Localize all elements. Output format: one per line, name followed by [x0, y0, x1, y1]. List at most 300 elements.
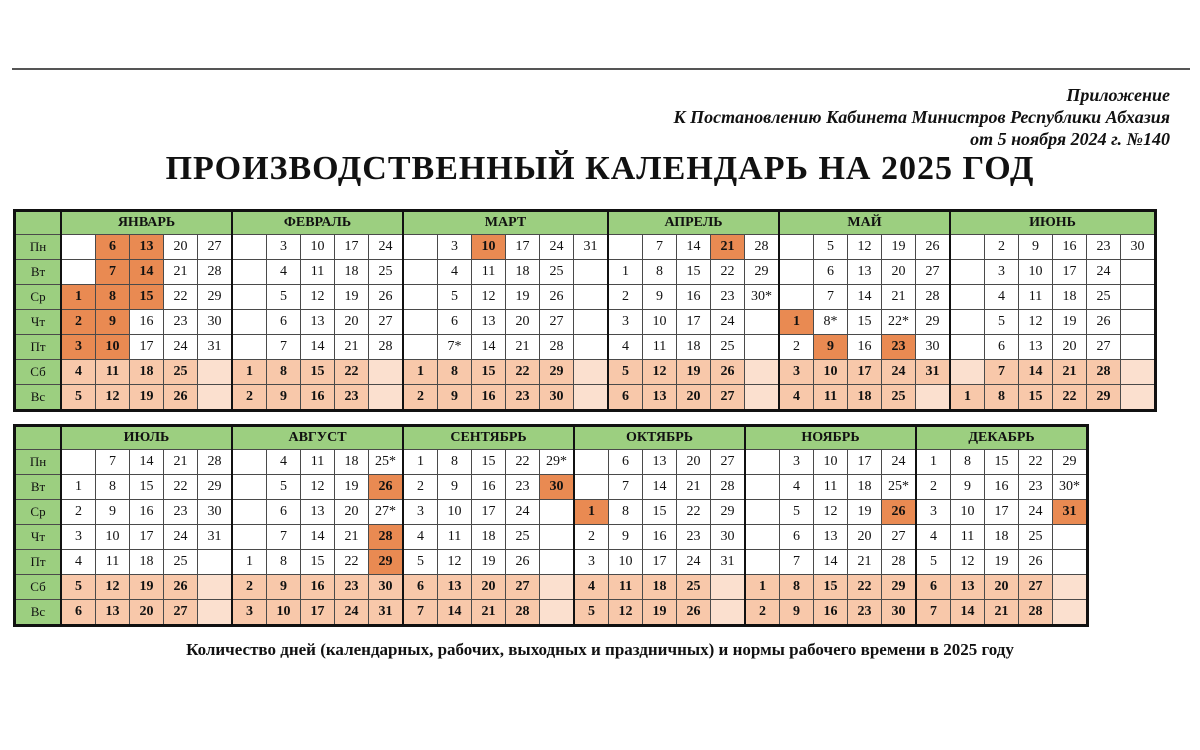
- day-cell: 15: [472, 360, 506, 385]
- day-cell: 14: [951, 600, 985, 626]
- day-cell: 13: [848, 260, 882, 285]
- month-header: ИЮЛЬ: [61, 426, 232, 450]
- day-cell: 26: [882, 500, 917, 525]
- day-cell: 11: [472, 260, 506, 285]
- day-cell: 19: [643, 600, 677, 626]
- empty-day-cell: [232, 310, 267, 335]
- day-cell: 27: [1019, 575, 1053, 600]
- month-header: ИЮНЬ: [950, 211, 1156, 235]
- day-cell: 15: [677, 260, 711, 285]
- weekday-label: Пн: [15, 235, 62, 260]
- day-cell: 29: [198, 475, 233, 500]
- corner-cell: [15, 211, 62, 235]
- empty-day-cell: [1121, 260, 1156, 285]
- day-cell: 17: [1053, 260, 1087, 285]
- day-cell: 7: [916, 600, 951, 626]
- day-cell: 4: [267, 260, 301, 285]
- day-cell: 19: [335, 285, 369, 310]
- day-cell: 1: [745, 575, 780, 600]
- day-cell: 26: [711, 360, 745, 385]
- day-cell: 20: [677, 450, 711, 475]
- day-cell: 5: [814, 235, 848, 260]
- day-cell: 3: [61, 335, 96, 360]
- day-cell: 8: [438, 360, 472, 385]
- day-cell: 19: [985, 550, 1019, 575]
- day-cell: 26: [540, 285, 574, 310]
- day-cell: 30: [369, 575, 404, 600]
- day-cell: 4: [608, 335, 643, 360]
- day-cell: 25: [1087, 285, 1121, 310]
- day-cell: 21: [1053, 360, 1087, 385]
- day-cell: 31: [369, 600, 404, 626]
- day-cell: 17: [301, 600, 335, 626]
- appendix-line-3: от 5 ноября 2024 г. №140: [970, 129, 1170, 149]
- day-cell: 12: [951, 550, 985, 575]
- day-cell: 23: [1019, 475, 1053, 500]
- weekday-label: Ср: [15, 500, 62, 525]
- day-cell: 2: [916, 475, 951, 500]
- day-cell: 15: [301, 550, 335, 575]
- day-cell: 8: [643, 260, 677, 285]
- month-header: АВГУСТ: [232, 426, 403, 450]
- day-cell: 18: [130, 360, 164, 385]
- day-cell: 24: [164, 525, 198, 550]
- day-cell: 25*: [882, 475, 917, 500]
- empty-day-cell: [232, 260, 267, 285]
- day-cell: 13: [438, 575, 472, 600]
- day-cell: 23: [335, 575, 369, 600]
- day-cell: 7: [267, 525, 301, 550]
- day-cell: 19: [335, 475, 369, 500]
- day-cell: 28: [711, 475, 746, 500]
- empty-day-cell: [711, 575, 746, 600]
- day-cell: 16: [814, 600, 848, 626]
- day-cell: 12: [643, 360, 677, 385]
- empty-day-cell: [61, 260, 96, 285]
- day-cell: 7: [814, 285, 848, 310]
- day-cell: 18: [848, 385, 882, 411]
- day-cell: 3: [403, 500, 438, 525]
- day-cell: 14: [438, 600, 472, 626]
- day-cell: 23: [164, 310, 198, 335]
- appendix-note: [673, 84, 1170, 150]
- month-header: ДЕКАБРЬ: [916, 426, 1088, 450]
- day-cell: 8: [438, 450, 472, 475]
- day-cell: 12: [301, 285, 335, 310]
- day-cell: 10: [267, 600, 301, 626]
- day-cell: 18: [677, 335, 711, 360]
- day-cell: 9: [267, 385, 301, 411]
- day-cell: 15: [130, 285, 164, 310]
- day-cell: 5: [61, 385, 96, 411]
- day-cell: 15: [643, 500, 677, 525]
- month-header: НОЯБРЬ: [745, 426, 916, 450]
- empty-day-cell: [369, 360, 404, 385]
- day-cell: 27: [711, 385, 745, 411]
- empty-day-cell: [779, 260, 814, 285]
- empty-day-cell: [198, 385, 233, 411]
- day-cell: 6: [267, 500, 301, 525]
- day-cell: 3: [608, 310, 643, 335]
- day-cell: 2: [745, 600, 780, 626]
- day-cell: 4: [780, 475, 814, 500]
- day-cell: 23: [882, 335, 916, 360]
- day-cell: 25: [677, 575, 711, 600]
- day-cell: 4: [61, 550, 96, 575]
- day-cell: 1: [950, 385, 985, 411]
- month-header: МАЙ: [779, 211, 950, 235]
- empty-day-cell: [198, 360, 233, 385]
- day-cell: 8: [96, 285, 130, 310]
- day-cell: 13: [643, 450, 677, 475]
- day-cell: 3: [780, 450, 814, 475]
- day-cell: 21: [711, 235, 745, 260]
- day-cell: 9: [609, 525, 643, 550]
- empty-day-cell: [1121, 335, 1156, 360]
- day-cell: 4: [916, 525, 951, 550]
- day-cell: 1: [61, 475, 96, 500]
- day-cell: 7: [96, 260, 130, 285]
- day-cell: 21: [164, 260, 198, 285]
- day-cell: 18: [472, 525, 506, 550]
- empty-day-cell: [745, 360, 780, 385]
- day-cell: 26: [1087, 310, 1121, 335]
- day-cell: 16: [301, 575, 335, 600]
- empty-day-cell: [745, 310, 780, 335]
- empty-day-cell: [232, 335, 267, 360]
- day-cell: 28: [882, 550, 917, 575]
- day-cell: 28: [1019, 600, 1053, 626]
- day-cell: 23: [506, 385, 540, 411]
- day-cell: 20: [472, 575, 506, 600]
- day-cell: 21: [677, 475, 711, 500]
- empty-day-cell: [198, 575, 233, 600]
- empty-day-cell: [403, 310, 438, 335]
- day-cell: 26: [164, 385, 198, 411]
- day-cell: 2: [985, 235, 1019, 260]
- day-cell: 21: [882, 285, 916, 310]
- day-cell: 22*: [882, 310, 916, 335]
- day-cell: 17: [677, 310, 711, 335]
- empty-day-cell: [745, 335, 780, 360]
- day-cell: 14: [1019, 360, 1053, 385]
- day-cell: 10: [951, 500, 985, 525]
- day-cell: 1: [232, 360, 267, 385]
- day-cell: 29: [745, 260, 780, 285]
- day-cell: 16: [301, 385, 335, 411]
- day-cell: 10: [643, 310, 677, 335]
- day-cell: 20: [335, 310, 369, 335]
- day-cell: 11: [438, 525, 472, 550]
- day-cell: 24: [677, 550, 711, 575]
- day-cell: 20: [130, 600, 164, 626]
- day-cell: 25: [369, 260, 404, 285]
- day-cell: 29*: [540, 450, 575, 475]
- weekday-label: Ср: [15, 285, 62, 310]
- day-cell: 11: [814, 385, 848, 411]
- day-cell: 12: [301, 475, 335, 500]
- day-cell: 11: [301, 260, 335, 285]
- empty-day-cell: [403, 335, 438, 360]
- day-cell: 29: [540, 360, 574, 385]
- empty-day-cell: [232, 450, 267, 475]
- empty-day-cell: [745, 525, 780, 550]
- empty-day-cell: [1121, 310, 1156, 335]
- month-header: МАРТ: [403, 211, 608, 235]
- day-cell: 6: [780, 525, 814, 550]
- day-cell: 25: [506, 525, 540, 550]
- day-cell: 17: [472, 500, 506, 525]
- day-cell: 2: [779, 335, 814, 360]
- day-cell: 19: [130, 575, 164, 600]
- day-cell: 22: [335, 360, 369, 385]
- day-cell: 24: [1087, 260, 1121, 285]
- day-cell: 6: [985, 335, 1019, 360]
- day-cell: 15: [130, 475, 164, 500]
- day-cell: 13: [472, 310, 506, 335]
- day-cell: 6: [608, 385, 643, 411]
- day-cell: 7*: [438, 335, 472, 360]
- day-cell: 8: [267, 550, 301, 575]
- day-cell: 21: [985, 600, 1019, 626]
- day-cell: 14: [677, 235, 711, 260]
- day-cell: 31: [198, 335, 233, 360]
- day-cell: 4: [267, 450, 301, 475]
- day-cell: 6: [267, 310, 301, 335]
- day-cell: 31: [711, 550, 746, 575]
- day-cell: 27: [540, 310, 574, 335]
- empty-day-cell: [232, 235, 267, 260]
- day-cell: 25: [1019, 525, 1053, 550]
- day-cell: 21: [472, 600, 506, 626]
- empty-day-cell: [1053, 550, 1088, 575]
- day-cell: 21: [335, 335, 369, 360]
- empty-day-cell: [745, 500, 780, 525]
- empty-day-cell: [540, 550, 575, 575]
- day-cell: 26: [369, 475, 404, 500]
- weekday-label: Пт: [15, 550, 62, 575]
- day-cell: 5: [916, 550, 951, 575]
- day-cell: 2: [232, 385, 267, 411]
- day-cell: 18: [848, 475, 882, 500]
- day-cell: 18: [335, 260, 369, 285]
- day-cell: 16: [985, 475, 1019, 500]
- day-cell: 10: [814, 450, 848, 475]
- day-cell: 9: [438, 385, 472, 411]
- day-cell: 7: [643, 235, 677, 260]
- day-cell: 21: [164, 450, 198, 475]
- day-cell: 23: [848, 600, 882, 626]
- day-cell: 9: [96, 310, 130, 335]
- day-cell: 9: [438, 475, 472, 500]
- day-cell: 27: [369, 310, 404, 335]
- weekday-label: Сб: [15, 575, 62, 600]
- day-cell: 22: [506, 450, 540, 475]
- day-cell: 15: [848, 310, 882, 335]
- day-cell: 19: [1053, 310, 1087, 335]
- day-cell: 19: [506, 285, 540, 310]
- day-cell: 15: [814, 575, 848, 600]
- day-cell: 22: [335, 550, 369, 575]
- day-cell: 8: [96, 475, 130, 500]
- day-cell: 4: [61, 360, 96, 385]
- empty-day-cell: [540, 525, 575, 550]
- day-cell: 30: [882, 600, 917, 626]
- day-cell: 18: [643, 575, 677, 600]
- day-cell: 16: [1053, 235, 1087, 260]
- day-cell: 10: [438, 500, 472, 525]
- day-cell: 25: [540, 260, 574, 285]
- day-cell: 22: [1053, 385, 1087, 411]
- day-cell: 29: [369, 550, 404, 575]
- weekday-label: Пт: [15, 335, 62, 360]
- empty-day-cell: [540, 575, 575, 600]
- weekday-label: Чт: [15, 525, 62, 550]
- day-cell: 2: [403, 475, 438, 500]
- day-cell: 18: [1053, 285, 1087, 310]
- day-cell: 30: [1121, 235, 1156, 260]
- day-cell: 17: [506, 235, 540, 260]
- day-cell: 29: [1087, 385, 1121, 411]
- day-cell: 10: [301, 235, 335, 260]
- day-cell: 20: [985, 575, 1019, 600]
- day-cell: 4: [403, 525, 438, 550]
- day-cell: 29: [198, 285, 233, 310]
- day-cell: 20: [848, 525, 882, 550]
- weekday-label: Вс: [15, 385, 62, 411]
- day-cell: 25: [882, 385, 916, 411]
- day-cell: 7: [403, 600, 438, 626]
- calendar-second-half: [13, 424, 1089, 627]
- day-cell: 6: [609, 450, 643, 475]
- day-cell: 8: [267, 360, 301, 385]
- day-cell: 27: [164, 600, 198, 626]
- day-cell: 30*: [1053, 475, 1088, 500]
- day-cell: 23: [1087, 235, 1121, 260]
- day-cell: 1: [779, 310, 814, 335]
- day-cell: 14: [472, 335, 506, 360]
- weekday-label: Вт: [15, 260, 62, 285]
- day-cell: 8: [951, 450, 985, 475]
- day-cell: 5: [438, 285, 472, 310]
- day-cell: 9: [780, 600, 814, 626]
- day-cell: 14: [814, 550, 848, 575]
- day-cell: 2: [608, 285, 643, 310]
- day-cell: 12: [609, 600, 643, 626]
- empty-day-cell: [711, 600, 746, 626]
- day-cell: 7: [267, 335, 301, 360]
- day-cell: 18: [506, 260, 540, 285]
- day-cell: 15: [985, 450, 1019, 475]
- day-cell: 27: [882, 525, 917, 550]
- day-cell: 18: [335, 450, 369, 475]
- empty-day-cell: [574, 260, 609, 285]
- day-cell: 17: [130, 525, 164, 550]
- day-cell: 24: [335, 600, 369, 626]
- day-cell: 14: [848, 285, 882, 310]
- day-cell: 3: [916, 500, 951, 525]
- corner-cell: [15, 426, 62, 450]
- day-cell: 23: [506, 475, 540, 500]
- appendix-line-2: К Постановлению Кабинета Министров Республики Абхазия: [673, 107, 1170, 127]
- day-cell: 10: [472, 235, 506, 260]
- day-cell: 11: [96, 360, 130, 385]
- empty-day-cell: [745, 385, 780, 411]
- day-cell: 13: [301, 500, 335, 525]
- top-rule: [12, 68, 1190, 70]
- day-cell: 30: [711, 525, 746, 550]
- day-cell: 16: [677, 285, 711, 310]
- day-cell: 28: [540, 335, 574, 360]
- day-cell: 12: [1019, 310, 1053, 335]
- day-cell: 13: [130, 235, 164, 260]
- day-cell: 20: [1053, 335, 1087, 360]
- day-cell: 12: [96, 385, 130, 411]
- empty-day-cell: [1053, 525, 1088, 550]
- day-cell: 3: [267, 235, 301, 260]
- day-cell: 16: [130, 310, 164, 335]
- empty-day-cell: [916, 385, 951, 411]
- appendix-line-1: Приложение: [1066, 85, 1170, 105]
- day-cell: 13: [301, 310, 335, 335]
- day-cell: 29: [916, 310, 951, 335]
- day-cell: 14: [301, 335, 335, 360]
- day-cell: 18: [985, 525, 1019, 550]
- day-cell: 28: [198, 450, 233, 475]
- month-header: АПРЕЛЬ: [608, 211, 779, 235]
- day-cell: 19: [130, 385, 164, 411]
- day-cell: 6: [403, 575, 438, 600]
- empty-day-cell: [61, 235, 96, 260]
- day-cell: 7: [609, 475, 643, 500]
- day-cell: 23: [164, 500, 198, 525]
- day-cell: 28: [916, 285, 951, 310]
- day-cell: 24: [1019, 500, 1053, 525]
- day-cell: 16: [472, 385, 506, 411]
- day-cell: 3: [779, 360, 814, 385]
- empty-day-cell: [950, 285, 985, 310]
- day-cell: 14: [130, 450, 164, 475]
- day-cell: 25*: [369, 450, 404, 475]
- empty-day-cell: [574, 360, 609, 385]
- day-cell: 11: [301, 450, 335, 475]
- day-cell: 16: [848, 335, 882, 360]
- day-cell: 5: [267, 475, 301, 500]
- day-cell: 1: [232, 550, 267, 575]
- day-cell: 8*: [814, 310, 848, 335]
- day-cell: 28: [1087, 360, 1121, 385]
- month-header: СЕНТЯБРЬ: [403, 426, 574, 450]
- empty-day-cell: [198, 600, 233, 626]
- empty-day-cell: [61, 450, 96, 475]
- day-cell: 4: [779, 385, 814, 411]
- day-cell: 25: [164, 550, 198, 575]
- day-cell: 24: [711, 310, 745, 335]
- day-cell: 13: [1019, 335, 1053, 360]
- day-cell: 3: [232, 600, 267, 626]
- day-cell: 26: [506, 550, 540, 575]
- day-cell: 30: [198, 310, 233, 335]
- day-cell: 5: [61, 575, 96, 600]
- day-cell: 25: [711, 335, 745, 360]
- empty-day-cell: [950, 360, 985, 385]
- calendar-first-half: [13, 209, 1157, 412]
- day-cell: 28: [745, 235, 780, 260]
- empty-day-cell: [574, 285, 609, 310]
- day-cell: 1: [916, 450, 951, 475]
- day-cell: 18: [130, 550, 164, 575]
- empty-day-cell: [1121, 385, 1156, 411]
